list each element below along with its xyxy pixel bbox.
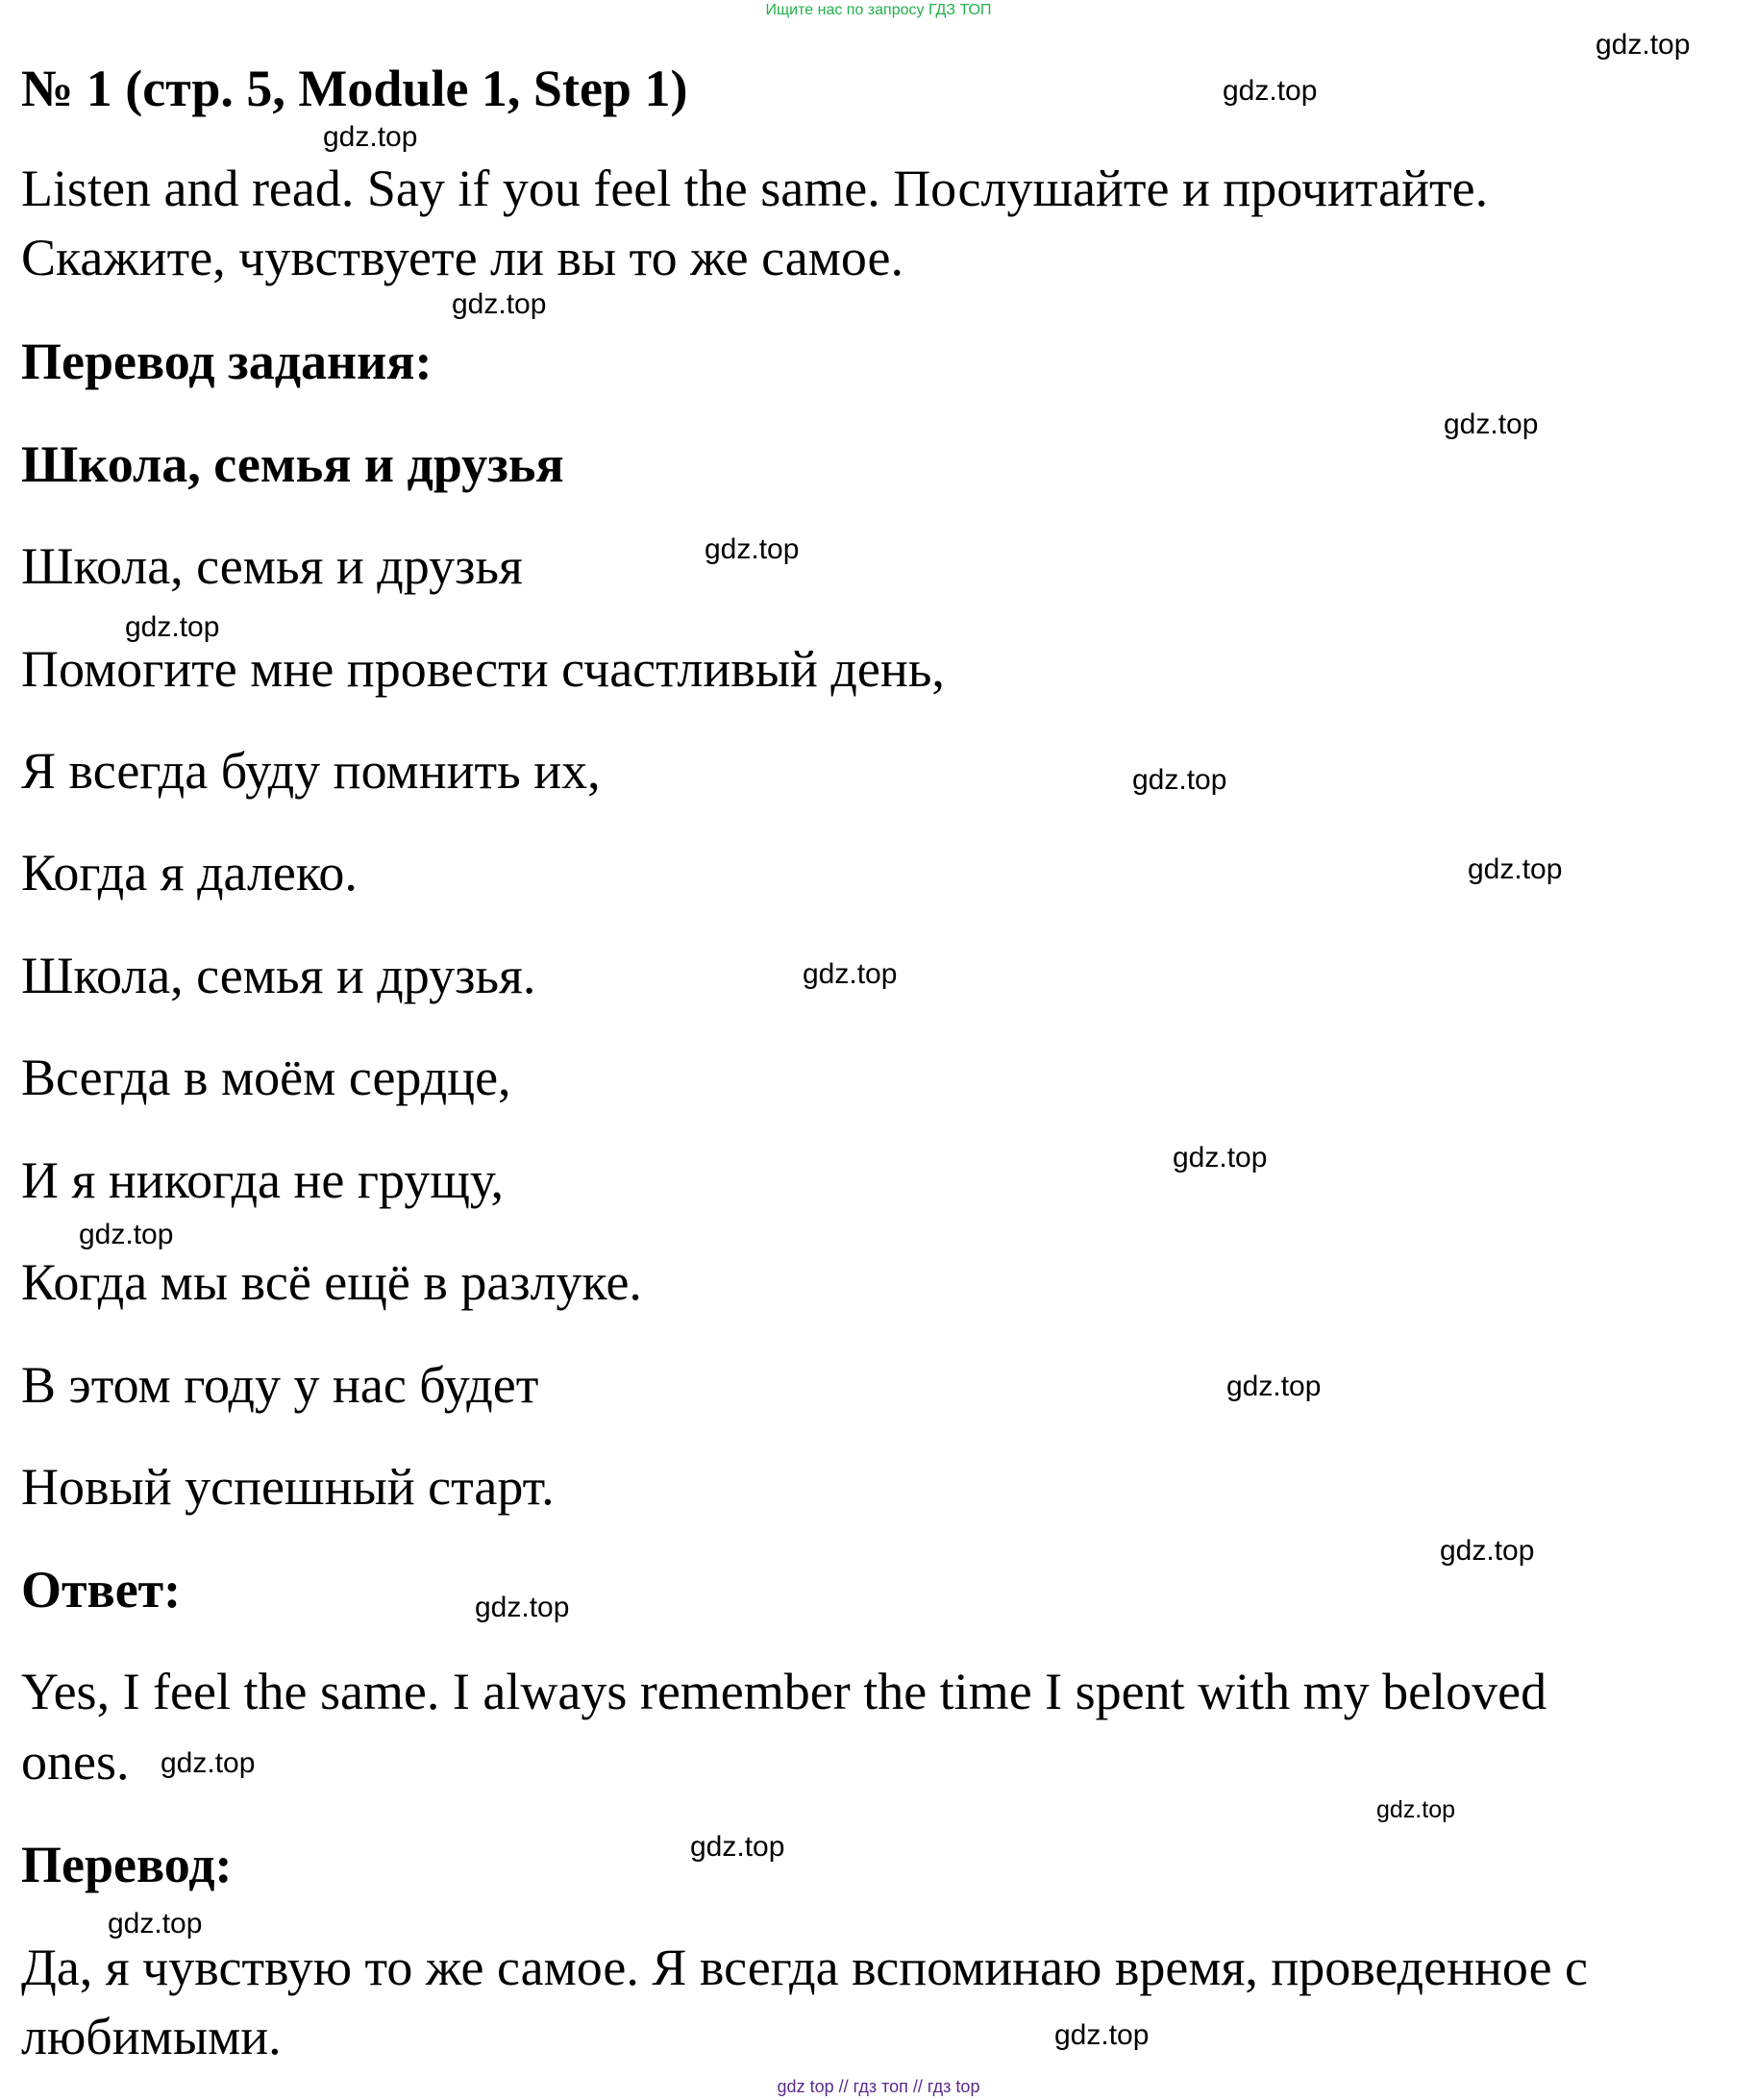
poem-line: Помогите мне провести счастливый день,: [21, 640, 945, 698]
page-title: № 1 (стр. 5, Module 1, Step 1): [21, 60, 688, 117]
task-line-1: Listen and read. Say if you feel the same. Послушайте и прочитайте.: [21, 160, 1489, 217]
watermark: gdz.top: [1132, 764, 1227, 796]
poem-line: Школа, семья и друзья.: [21, 947, 536, 1004]
watermark: gdz.top: [1054, 2019, 1150, 2051]
watermark: gdz.top: [1223, 75, 1318, 107]
perevod-line-1: Да, я чувствую то же самое. Я всегда вспоминаю время, проведенное с: [21, 1939, 1589, 1996]
answer-line-1: Yes, I feel the same. I always remember the time I spent with my beloved: [21, 1663, 1547, 1720]
watermark: gdz.top: [452, 288, 547, 320]
top-banner: Ищите нас по запросу ГДЗ ТОП: [765, 2, 992, 18]
watermark: gdz.top: [803, 958, 898, 990]
poem-line: Школа, семья и друзья: [21, 537, 523, 595]
watermark: gdz.top: [705, 533, 800, 565]
watermark: gdz.top: [1376, 1796, 1456, 1823]
poem-line: Когда я далеко.: [21, 844, 358, 902]
watermark: gdz.top: [79, 1219, 174, 1250]
poem-line: В этом году у нас будет: [21, 1356, 539, 1414]
answer-heading: Ответ:: [21, 1561, 182, 1618]
watermark: gdz.top: [475, 1592, 570, 1623]
footer: gdz top // гдз топ // гдз top: [777, 2077, 980, 2096]
watermark: gdz.top: [1596, 29, 1691, 61]
poem-line: Я всегда буду помнить их,: [21, 742, 601, 800]
poem-line: Новый успешный старт.: [21, 1458, 555, 1516]
watermark: gdz.top: [1444, 408, 1539, 440]
watermark: gdz.top: [1468, 853, 1563, 885]
watermark: gdz.top: [1173, 1142, 1268, 1174]
watermark: gdz.top: [125, 611, 220, 643]
poem-line: Когда мы всё ещё в разлуке.: [21, 1253, 642, 1311]
perevod-heading: Перевод:: [21, 1836, 233, 1893]
watermark: gdz.top: [1440, 1535, 1535, 1567]
answer-line-2: ones.: [21, 1733, 130, 1791]
watermark: gdz.top: [323, 121, 418, 153]
translation-heading: Перевод задания:: [21, 333, 433, 390]
watermark: gdz.top: [1226, 1371, 1322, 1402]
watermark: gdz.top: [690, 1831, 785, 1863]
task-line-2: Скажите, чувствуете ли вы то же самое.: [21, 229, 904, 286]
watermark: gdz.top: [108, 1908, 203, 1939]
poem-line: И я никогда не грущу,: [21, 1151, 505, 1209]
watermark: gdz.top: [161, 1747, 256, 1779]
poem-line: Всегда в моём сердце,: [21, 1049, 511, 1106]
poem-title: Школа, семья и друзья: [21, 435, 564, 493]
perevod-line-2: любимыми.: [21, 2008, 282, 2065]
